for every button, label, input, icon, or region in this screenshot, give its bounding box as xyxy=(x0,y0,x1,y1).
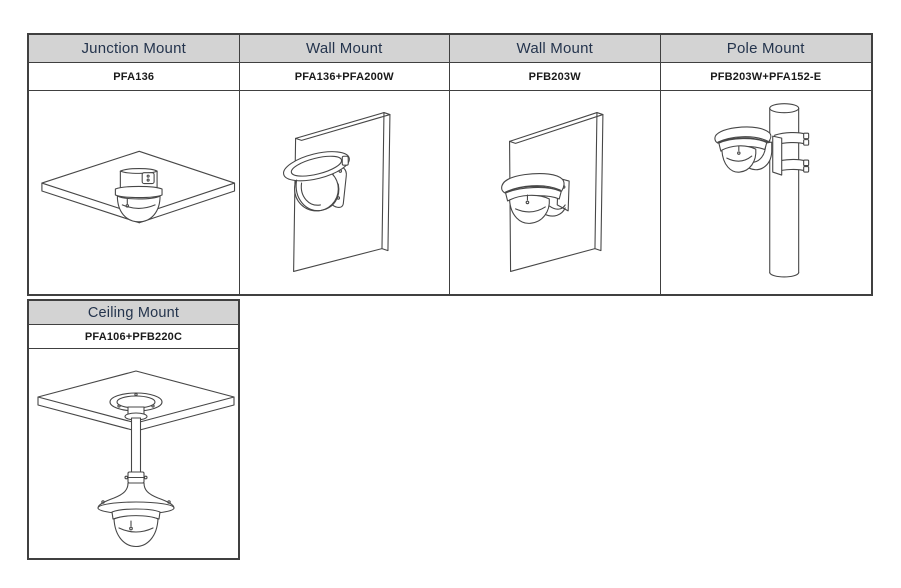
dome-camera-icon xyxy=(115,168,162,221)
mount-drawing-cell-junction xyxy=(29,91,240,294)
mount-drawing-cell-wall-1 xyxy=(240,91,451,294)
model-code-label: PFB203W xyxy=(528,70,581,83)
wall-mount-bracket-drawing xyxy=(450,92,660,294)
mount-model-ceiling xyxy=(29,325,238,349)
junction-mount-drawing xyxy=(29,92,239,294)
mount-name-label: Wall Mount xyxy=(516,40,593,57)
mount-header-wall-2 xyxy=(450,35,661,63)
bracket-dome-camera-icon xyxy=(502,173,570,223)
mount-name-label: Ceiling Mount xyxy=(87,304,180,321)
pole-mount-drawing xyxy=(661,92,872,294)
dome-camera-icon xyxy=(714,126,771,171)
mount-model-wall-2 xyxy=(450,63,661,91)
mount-header-wall-1 xyxy=(240,35,451,63)
mount-name-label: Wall Mount xyxy=(306,40,383,57)
model-code-label: PFB203W+PFA152-E xyxy=(710,70,822,83)
wall-mount-hood-drawing xyxy=(240,92,450,294)
model-code-label: PFA136 xyxy=(113,70,155,83)
mount-drawing-cell-pole xyxy=(661,91,872,294)
mount-header-junction xyxy=(29,35,240,63)
ceiling-mount-table xyxy=(27,299,240,560)
hooded-dome-camera-icon xyxy=(280,145,352,210)
mount-name-label: Pole Mount xyxy=(726,40,805,57)
ceiling-mount-drawing xyxy=(30,350,238,558)
mount-options-table xyxy=(27,33,873,296)
mount-plate-icon xyxy=(110,393,162,420)
mount-model-wall-1 xyxy=(240,63,451,91)
model-code-label: PFA136+PFA200W xyxy=(294,70,394,83)
mount-header-ceiling xyxy=(29,301,238,325)
pendant-pole-icon xyxy=(125,418,147,483)
pole-icon xyxy=(769,103,798,276)
mount-model-pole xyxy=(661,63,872,91)
mount-name-label: Junction Mount xyxy=(81,40,187,57)
strap-clamps-icon xyxy=(772,132,808,174)
mount-drawing-cell-wall-2 xyxy=(450,91,661,294)
dome-camera-icon xyxy=(98,483,174,547)
model-code-label: PFA106+PFB220C xyxy=(84,330,183,343)
mount-header-pole xyxy=(661,35,872,63)
mount-model-junction xyxy=(29,63,240,91)
mount-drawing-cell-ceiling xyxy=(29,349,238,558)
